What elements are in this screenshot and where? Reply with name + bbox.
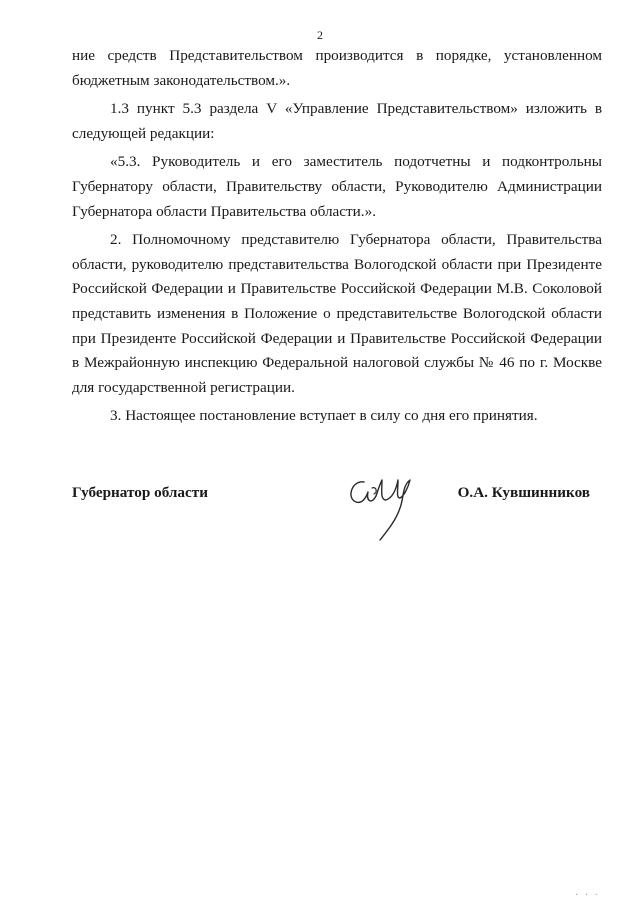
page-number: 2 (317, 28, 323, 42)
paragraph-item-2: 2. Полномочному представителю Губернатора области, Правительства области, руководителю представительства Вологодской области при Президенте Российской Федерации и Правительстве Российской Федерации М.В. Соколовой представить изменения в Положение о представительстве Вологодской области при Президенте Российской Федерации и Правительстве Российской Федерации в Межрайонную инспекцию Федеральной налоговой службы № 46 по г. Москве для государственной регистрации. (72, 231, 602, 396)
document-body (72, 44, 602, 429)
signatory-title: Губернатор области (72, 484, 208, 501)
paragraph-item-1-3: 1.3 пункт 5.3 раздела V «Управление Представительством» изложить в следующей редакции: (72, 100, 602, 142)
handwritten-signature-icon (342, 468, 422, 548)
paragraph-continuation: ние средств Представительством производится в порядке, установленном бюджетным законодательством.». (72, 47, 602, 89)
signature-block (72, 478, 602, 558)
footer-mark: · · · (575, 890, 600, 901)
paragraph-quote-5-3: «5.3. Руководитель и его заместитель подотчетны и подконтрольны Губернатору области, Правительству области, Руководителю Администрации Губернатора области Правительства области.». (72, 153, 602, 220)
paragraph-item-3: 3. Настоящее постановление вступает в силу со дня его принятия. (110, 407, 538, 425)
signatory-name: О.А. Кувшинников (457, 484, 590, 501)
